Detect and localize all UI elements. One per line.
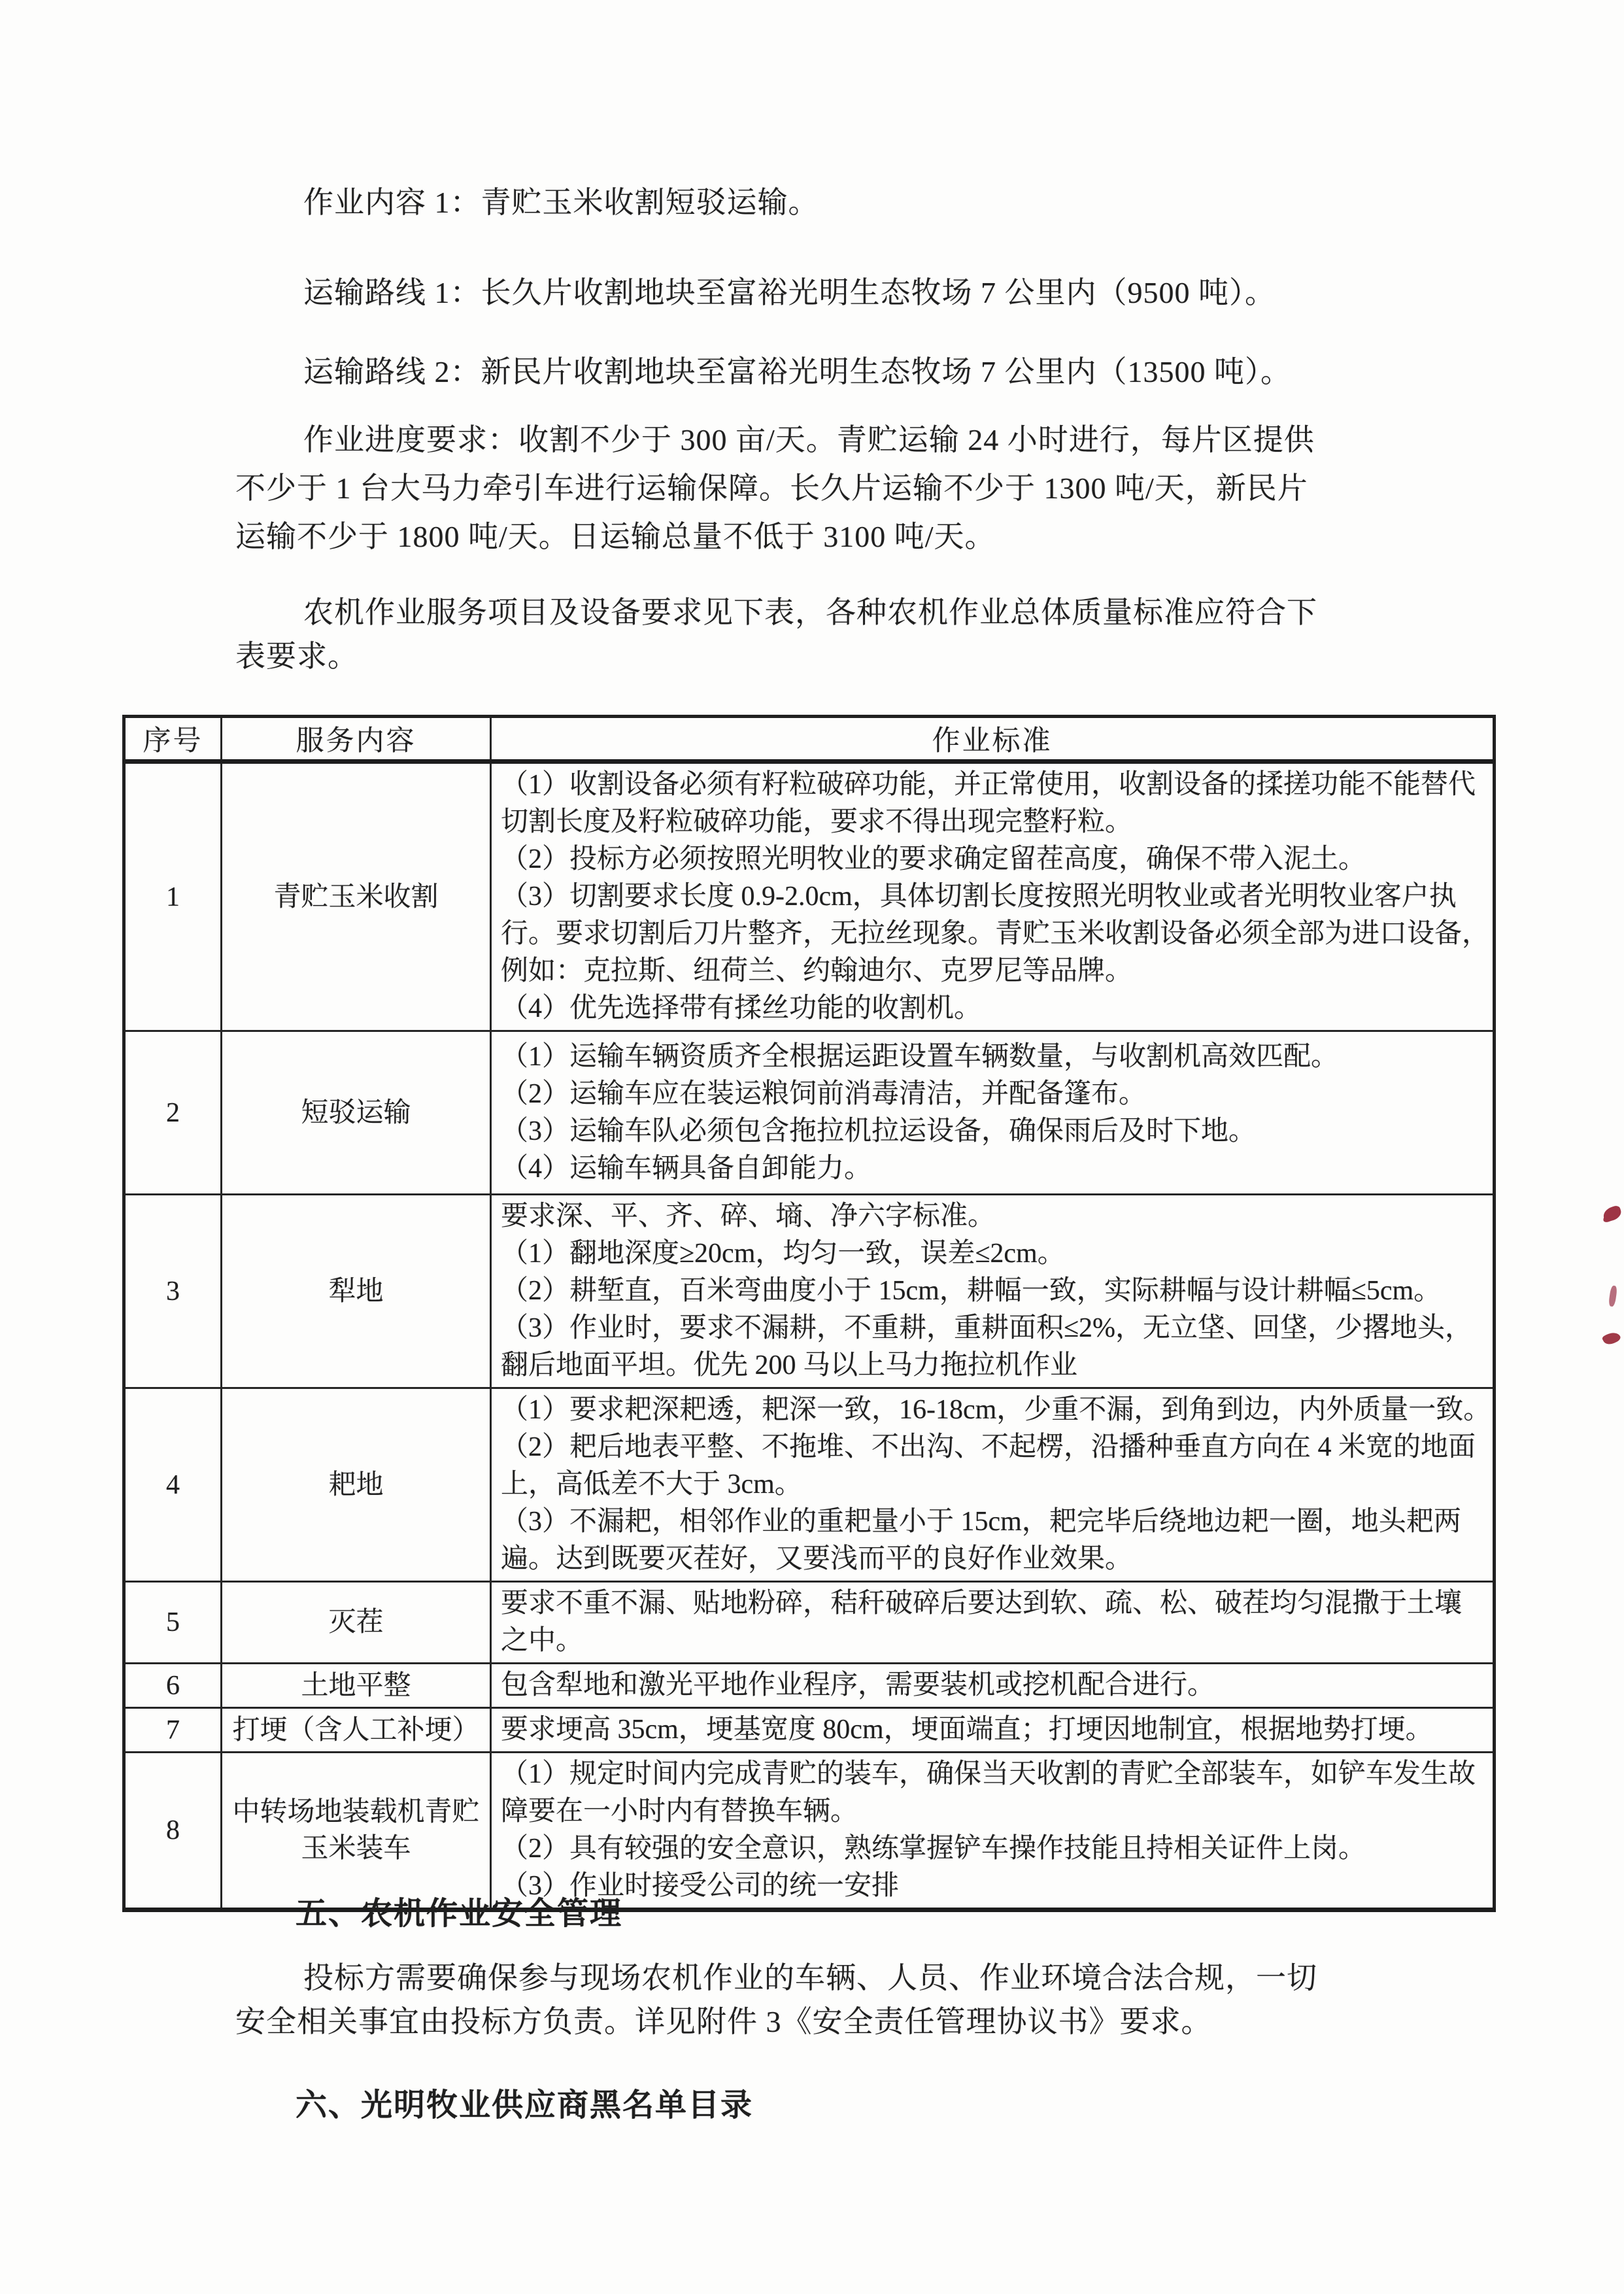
- standard-line: （3）作业时接受公司的统一安排: [501, 1871, 900, 1901]
- table-row: [124, 1753, 1495, 1910]
- standard-line: （1）收割设备必须有籽粒破碎功能，并正常使用，收割设备的揉搓功能不能替代: [501, 770, 1476, 800]
- service-name-cell: 中转场地装载机青贮玉米装车: [222, 1753, 491, 1910]
- standard-line: （2）耕堑直，百米弯曲度小于 15cm，耕幅一致，实际耕幅与设计耕幅≤5cm。: [501, 1276, 1442, 1306]
- standards-cell: [491, 1708, 1495, 1753]
- standards-cell: [491, 1031, 1495, 1195]
- red-ink-mark: [1602, 1205, 1623, 1223]
- standard-line: 上，高低差不大于 3cm。: [501, 1469, 802, 1499]
- standard-line: （1）要求耙深耙透，耙深一致，16-18cm，少重不漏，到角到边，内外质量一致。: [501, 1395, 1491, 1425]
- service-standards-table: [122, 715, 1496, 1912]
- standard-line: 要求深、平、齐、碎、墒、净六字标准。: [501, 1201, 996, 1231]
- standard-line: 例如：克拉斯、纽荷兰、约翰迪尔、克罗尼等品牌。: [501, 956, 1133, 986]
- table-row: [124, 1664, 1495, 1708]
- section-heading-blacklist: 六、光明牧业供应商黑名单目录: [296, 2088, 754, 2123]
- table-row: [124, 1195, 1495, 1388]
- standard-line: （4）优先选择带有揉丝功能的收割机。: [501, 993, 982, 1023]
- row-number-cell: 5: [124, 1582, 222, 1664]
- service-name-cell: 短驳运输: [222, 1031, 491, 1195]
- paragraph-table-intro: [235, 591, 1533, 678]
- service-name-cell: 青贮玉米收割: [222, 762, 491, 1031]
- red-ink-mark: [1608, 1285, 1617, 1307]
- table-row: [124, 762, 1495, 1031]
- paragraph-line: 表要求。: [235, 640, 358, 673]
- paragraph-line: 运输不少于 1800 吨/天。日运输总量不低于 3100 吨/天。: [235, 520, 996, 553]
- standard-line: （2）投标方必须按照光明牧业的要求确定留茬高度，确保不带入泥土。: [501, 844, 1366, 874]
- red-ink-mark: [1602, 1329, 1622, 1347]
- paragraph-line: 运输路线 2：新民片收割地块至富裕光明生态牧场 7 公里内（13500 吨）。: [303, 355, 1291, 388]
- standard-line: （1）翻地深度≥20cm，均匀一致，误差≤2cm。: [501, 1239, 1065, 1269]
- service-name-cell: 打埂（含人工补埂）: [222, 1708, 491, 1753]
- standard-line: （1）运输车辆资质齐全根据运距设置车辆数量，与收割机高效匹配。: [501, 1041, 1339, 1072]
- standard-line: 翻后地面平坦。优先 200 马以上马力拖拉机作业: [501, 1350, 1078, 1380]
- table-header-cell: 作业标准: [491, 717, 1495, 762]
- standard-line: 之中。: [501, 1626, 584, 1656]
- standards-cell: [491, 1388, 1495, 1582]
- paragraph-line: 安全相关事宜由投标方负责。详见附件 3《安全责任管理协议书》要求。: [235, 2005, 1212, 2038]
- paragraph-progress-requirements: [235, 416, 1533, 561]
- standard-line: （2）具有较强的安全意识，熟练掌握铲车操作技能且持相关证件上岗。: [501, 1834, 1366, 1864]
- standard-line: （4）运输车辆具备自卸能力。: [501, 1153, 872, 1184]
- standard-line: 要求埂高 35cm，埂基宽度 80cm，埂面端直；打埂因地制宜，根据地势打埂。: [501, 1715, 1433, 1745]
- row-number-cell: 3: [124, 1195, 222, 1388]
- standard-line: （2）运输车应在装运粮饲前消毒清洁，并配备篷布。: [501, 1078, 1147, 1109]
- paragraph-safety: [235, 1956, 1533, 2044]
- paragraph-route-1: [235, 269, 1533, 317]
- standard-line: （3）切割要求长度 0.9-2.0cm，具体切割长度按照光明牧业或者光明牧业客户执: [501, 882, 1457, 912]
- table-row: [124, 1582, 1495, 1664]
- standard-line: 包含犁地和激光平地作业程序，需要装机或挖机配合进行。: [501, 1670, 1215, 1700]
- standard-line: （2）耙后地表平整、不拖堆、不出沟、不起楞，沿播种垂直方向在 4 米宽的地面: [501, 1432, 1476, 1462]
- standards-cell: [491, 762, 1495, 1031]
- row-number-cell: 8: [124, 1753, 222, 1910]
- table-header-cell: 服务内容: [222, 717, 491, 762]
- standard-line: 障要在一小时内有替换车辆。: [501, 1796, 858, 1826]
- table-row: [124, 1388, 1495, 1582]
- paragraph-route-2: [235, 348, 1533, 396]
- service-name-cell: 犁地: [222, 1195, 491, 1388]
- table-header-cell: 序号: [124, 717, 222, 762]
- standard-line: 行。要求切割后刀片整齐，无拉丝现象。青贮玉米收割设备必须全部为进口设备，: [501, 919, 1490, 949]
- paragraph-work-content: [235, 179, 1533, 227]
- standards-cell: [491, 1582, 1495, 1664]
- service-name-cell: 耙地: [222, 1388, 491, 1582]
- standards-cell: [491, 1195, 1495, 1388]
- standard-line: 要求不重不漏、贴地粉碎，秸秆破碎后要达到软、疏、松、破茬均匀混撒于土壤: [501, 1588, 1463, 1618]
- standard-line: 切割长度及籽粒破碎功能，要求不得出现完整籽粒。: [501, 807, 1133, 837]
- service-name-cell: 土地平整: [222, 1664, 491, 1708]
- table-row: [124, 1708, 1495, 1753]
- standard-line: （3）作业时，要求不漏耕，不重耕，重耕面积≤2%，无立垡、回垡，少撂地头，: [501, 1313, 1473, 1343]
- standard-line: 遍。达到既要灭茬好，又要浅而平的良好作业效果。: [501, 1544, 1133, 1574]
- row-number-cell: 7: [124, 1708, 222, 1753]
- standards-cell: [491, 1664, 1495, 1708]
- paragraph-line: 投标方需要确保参与现场农机作业的车辆、人员、作业环境合法合规，一切: [303, 1961, 1317, 1994]
- row-number-cell: 1: [124, 762, 222, 1031]
- table-row: [124, 1031, 1495, 1195]
- row-number-cell: 4: [124, 1388, 222, 1582]
- service-name-cell: 灭茬: [222, 1582, 491, 1664]
- paragraph-line: 不少于 1 台大马力牵引车进行运输保障。长久片运输不少于 1300 吨/天，新民片: [235, 471, 1308, 505]
- standards-cell: [491, 1753, 1495, 1910]
- paragraph-line: 农机作业服务项目及设备要求见下表，各种农机作业总体质量标准应符合下: [303, 596, 1317, 629]
- standard-line: （3）运输车队必须包含拖拉机拉运设备，确保雨后及时下地。: [501, 1116, 1257, 1146]
- row-number-cell: 2: [124, 1031, 222, 1195]
- standard-line: （3）不漏耙，相邻作业的重耙量小于 15cm，耙完毕后绕地边耙一圈，地头耙两: [501, 1507, 1461, 1537]
- paragraph-line: 作业进度要求：收割不少于 300 亩/天。青贮运输 24 小时进行，每片区提供: [303, 423, 1315, 456]
- table-header-row: [124, 717, 1495, 762]
- paragraph-line: 作业内容 1：青贮玉米收割短驳运输。: [303, 186, 819, 219]
- paragraph-line: 运输路线 1：长久片收割地块至富裕光明生态牧场 7 公里内（9500 吨）。: [303, 276, 1276, 309]
- row-number-cell: 6: [124, 1664, 222, 1708]
- section-heading-safety: 五、农机作业安全管理: [296, 1896, 623, 1931]
- standard-line: （1）规定时间内完成青贮的装车，确保当天收割的青贮全部装车，如铲车发生故: [501, 1759, 1476, 1789]
